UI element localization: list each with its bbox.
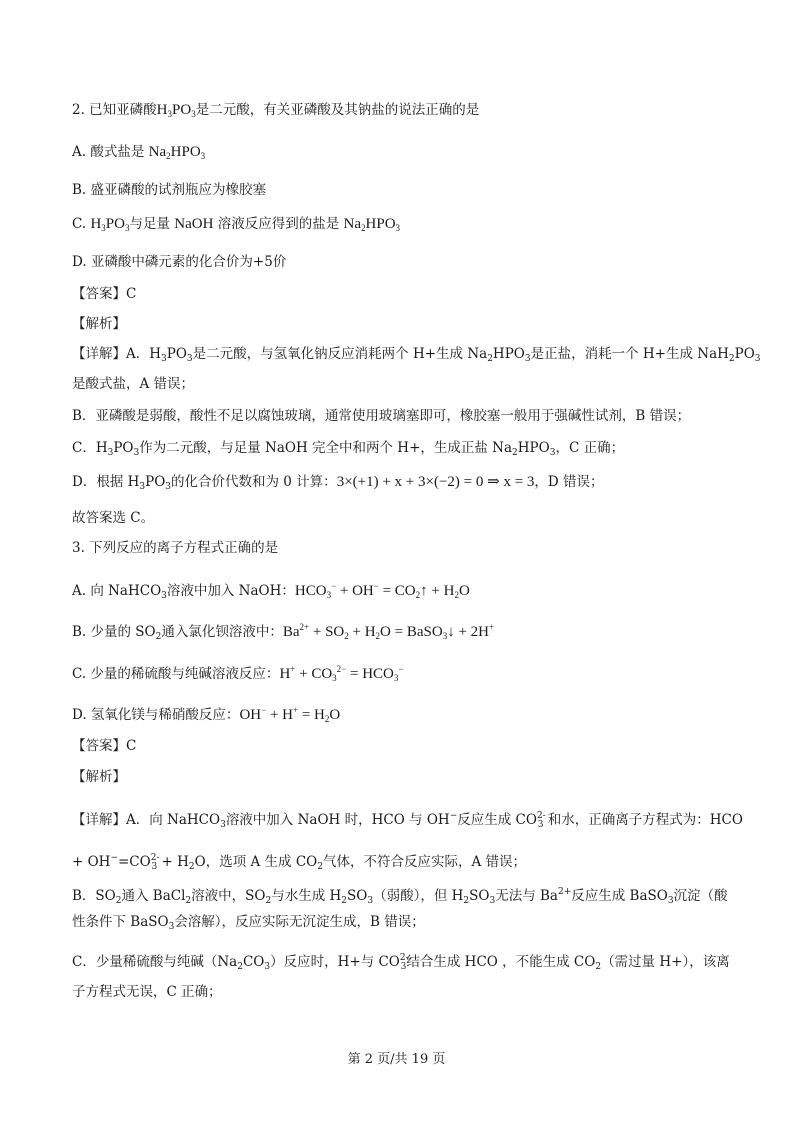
q3-d1-cont-b: =CO: [118, 854, 151, 870]
q3-d3-a: C．少量稀硫酸与纯碱（Na: [72, 954, 238, 970]
q2-d4-a: D．根据 H: [72, 474, 140, 490]
q2-d3-b: PO: [113, 440, 134, 456]
q3-d2-f: （弱酸），但 H: [373, 888, 464, 904]
q2-d4-b: PO: [145, 474, 166, 490]
q2-option-b: B. 盛亚磷酸的试剂瓶应为橡胶塞: [72, 182, 267, 198]
q2-option-a-text: A. 酸式盐是: [72, 144, 145, 160]
q2-detail-line-3: C．$H_3PO_3$作为二元酸，与足量 NaOH 完全中和两个 H+，生成正盐 $Na_2HPO_3$，C 正确；: [72, 440, 625, 458]
q2-d4-e: ，D 错误；: [534, 474, 604, 490]
q2-detail-line-1-cont: 是酸式盐，A 错误；: [72, 376, 195, 392]
q2-d1-b: PO: [166, 346, 187, 362]
q3-d2-d: 与水生成 H: [271, 888, 342, 904]
q3-d1-cont-c: + H: [157, 854, 189, 870]
q3-d2-cont-a: 性条件下 BaSO: [72, 914, 169, 930]
q3-d1-b: 溶液中加入 NaOH 时，HCO 与 OH: [225, 812, 450, 828]
q3-option-d-label: D. 氢氧化镁与稀硝酸反应：: [72, 707, 240, 723]
formula-na2hpo3: $Na_2HPO_3$: [148, 144, 206, 161]
q3-d1-cont-e: 气体，不符合反应实际，A 错误；: [322, 854, 527, 870]
q2-stem: [72, 100, 733, 124]
q3-option-a-label: A. 向 NaHCO: [72, 583, 162, 599]
q2-d3-c: 作为二元酸，与足量 NaOH 完全中和两个 H+，生成正盐 Na: [139, 440, 513, 456]
q2-analysis-heading: 【解析】: [72, 316, 126, 332]
q3-detail-line-2: B．$SO_2$通入 BaCl$_2$溶液中，$SO_2$与水生成 $H_2SO_3$（弱酸），但 $H_2SO_3$无法与 $Ba^{2+}$反应生成 BaSO$_3$沉淀（酸: [72, 887, 728, 906]
formula-naoh: NaOH: [174, 216, 214, 232]
q2-option-c-mid: 与足量: [129, 216, 170, 232]
page-footer: 第 2 页/共 19 页: [347, 1052, 446, 1067]
q3-d1-cont-d: O，选项 A 生成 CO: [194, 854, 318, 870]
q3-option-b: B. 少量的 $SO_2$通入氯化钡溶液中：$Ba^{2+} + SO_2 + H_2O$ = BaSO$_3$↓ + 2H+: [72, 622, 495, 642]
q3-d2-g: SO: [469, 888, 490, 904]
q3-d1-c: 反应生成 CO: [457, 812, 537, 828]
q3-d2-a: B．SO: [72, 888, 116, 904]
q3-option-c-label: C. 少量的稀硫酸与纯碱溶液反应：: [72, 666, 280, 682]
q3-option-b-equation: $Ba^{2+} + SO_2 + H_2O$ = BaSO$_3$↓ + 2H+: [282, 622, 495, 641]
q3-d1-a: 【详解】A．向 NaHCO: [72, 812, 221, 828]
q2-d1-e: 是正盐，消耗一个 H+生成 NaH: [530, 346, 729, 362]
q3-d1-d: 和水，正确离子方程式为：HCO: [543, 812, 743, 828]
q3-d2-i: 反应生成 BaSO: [571, 888, 668, 904]
formula-na2hpo3-c: $Na_2HPO_3$: [343, 216, 401, 233]
q3-d2-cont-b: 会溶解），反应实际无沉淀生成，B 错误；: [174, 914, 425, 930]
q2-detail-line-2: B．亚磷酸是弱酸，酸性不足以腐蚀玻璃，通常使用玻璃塞即可，橡胶塞一般用于强碱性试剂，B 错误；: [72, 408, 691, 424]
q3-d2-e: SO: [347, 888, 368, 904]
q2-conclusion: 故答案选 C。: [72, 510, 155, 526]
q3-d3-d: 结合生成 HCO ，不能生成 CO: [406, 954, 596, 970]
q3-analysis-heading: 【解析】: [72, 769, 126, 785]
q3-d3-c: ）反应时，H+与 CO: [270, 954, 400, 970]
q3-d2-j: 沉淀（酸: [673, 888, 728, 904]
q3-option-d: [72, 700, 733, 729]
q2-d1-a: 【详解】A．H: [72, 346, 162, 362]
formula-h3po3: $H_3PO_3$: [156, 102, 196, 119]
q2-option-c: [72, 214, 733, 238]
q3-detail-line-1-cont: + $OH^-=CO^{2-}_3 + H_2O$，选项 A 生成 $CO_2$气体，不符合反应实际，A 错误；: [72, 853, 527, 872]
q2-stem-text-a: 2. 已知亚磷酸: [72, 102, 157, 118]
q3-option-a-label2: 溶液中加入 NaOH：: [166, 583, 295, 599]
q3-option-c: [72, 659, 733, 688]
q3-d2-c: 溶液中，SO: [191, 888, 266, 904]
q2-stem-text-b: 是二元酸，有关亚磷酸及其钠盐的说法正确的是: [195, 102, 480, 118]
q3-option-d-equation: $OH^- + H^+ = H_2O$: [239, 705, 341, 724]
q2-d4-c: 的化合价代数和为 0 计算：: [171, 474, 337, 490]
q2-d4-equation: 3×(+1) + x + 3×(−2) = 0 ⇒ x = 3: [336, 474, 535, 490]
q2-option-a: [72, 142, 733, 166]
q2-d3-a: C．H: [72, 440, 108, 456]
q2-detail-line-1: 【详解】A．$H_3PO_3$是二元酸，与氢氧化钠反应消耗两个 H+生成 $Na_2HPO_3$是正盐，消耗一个 H+生成 $NaH_2PO_3$: [72, 346, 761, 364]
q3-option-a-equation: $HCO_3^- + OH^-$ = $CO_2↑ + H_2O$: [294, 581, 470, 600]
q2-d3-e: ，C 正确；: [555, 440, 625, 456]
q3-option-c-equation: $H^+ + CO_3^{2-} = HCO_3^-$: [279, 664, 404, 683]
formula-h3po3-c: $H_3PO_3$: [90, 216, 130, 233]
q3-detail-line-3: C．少量稀硫酸与纯碱$(Na_2CO_3)$反应时，H+与 $CO^{2-}_3$结合生成 HCO ，不能生成 $CO_2$（需过量 H+），该离: [72, 953, 730, 972]
q3-option-b-label2: 通入氯化钡溶液中：: [161, 624, 283, 640]
q3-answer: 【答案】C: [72, 738, 137, 754]
q3-detail-line-3-cont: 子方程式无误，C 正确；: [72, 984, 222, 1000]
q2-d1-f: PO: [734, 346, 755, 362]
q3-detail-line-2-cont: 性条件下 BaSO$_3$会溶解），反应实际无沉淀生成，B 错误；: [72, 914, 425, 932]
q3-d1-cont-a: + OH: [72, 854, 111, 870]
q2-option-d: D. 亚磷酸中磷元素的化合价为+5价: [72, 254, 287, 270]
q3-d2-h: 无法与 Ba: [495, 888, 558, 904]
q2-d1-c: 是二元酸，与氢氧化钠反应消耗两个 H+生成 Na: [192, 346, 488, 362]
q2-d1-d: HPO: [492, 346, 525, 362]
q3-d3-e: （需过量 H+），该离: [601, 954, 730, 970]
q2-d3-d: HPO: [517, 440, 550, 456]
q2-answer: 【答案】C: [72, 286, 137, 302]
q2-detail-line-4: D．根据 $H_3PO_3$的化合价代数和为 0 计算：3×(+1) + x + 3×(−2) = 0 ⇒ x = 3，D 错误；: [72, 474, 604, 492]
q3-detail-line-1: 【详解】A．向 NaHCO$_3$溶液中加入 NaOH 时，HCO 与 OH−反应生成 $CO^{2-}_3$ 和水，正确离子方程式为：HCO: [72, 811, 743, 830]
q3-option-b-label: B. 少量的 SO: [72, 624, 156, 640]
q3-option-a: A. 向 NaHCO$_3$溶液中加入 NaOH：$HCO_3^- + OH^-$ = $CO_2↑ + H_2O$: [72, 581, 470, 601]
q3-d3-b: CO: [242, 954, 265, 970]
q3-stem: 3. 下列反应的离子方程式正确的是: [72, 540, 279, 556]
q3-d2-b: 通入 BaCl: [121, 888, 186, 904]
q2-option-c-label: C.: [72, 216, 87, 232]
q2-option-c-mid2: 溶液反应得到的盐是: [217, 216, 340, 232]
